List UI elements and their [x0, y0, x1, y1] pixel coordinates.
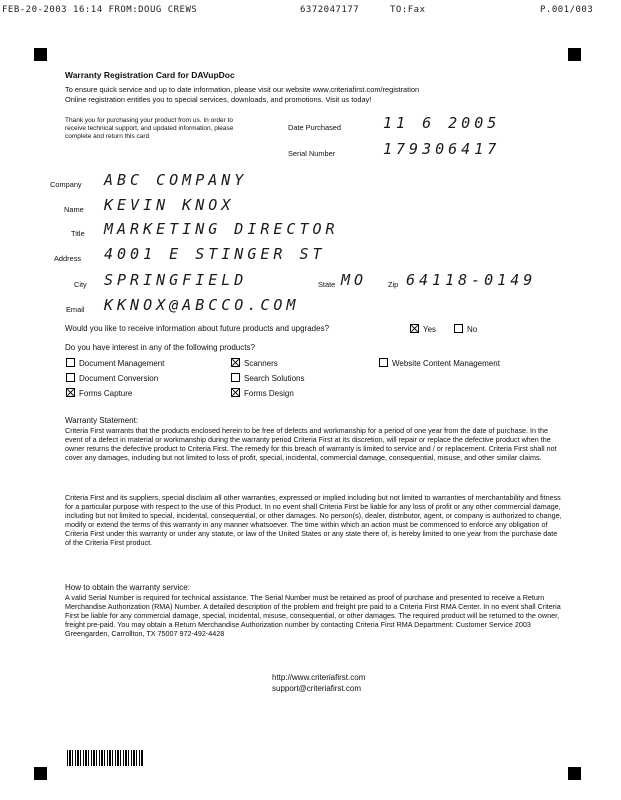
fax-header-to: TO:Fax — [390, 5, 426, 15]
checkbox[interactable] — [66, 358, 75, 367]
product-document-conversion[interactable]: Document Conversion — [66, 373, 158, 383]
fax-header-sender: FEB-20-2003 16:14 FROM:DOUG CREWS — [2, 5, 198, 15]
interest-question: Do you have interest in any of the following products? — [65, 343, 255, 352]
website-link[interactable]: http://www.criteriafirst.com — [272, 673, 366, 682]
product-search-solutions[interactable]: Search Solutions — [231, 373, 304, 383]
checkbox[interactable] — [66, 373, 75, 382]
name-label: Name — [64, 205, 84, 214]
warranty-paragraph-2: Criteria First and its suppliers, special disclaim all other warranties, expressed or implied including but not limited to warranties of merchantability and fitness for a particular purpose with respect to the use of this Product. In no event shall Criteria First be liable for any loss of profit or any other commercial damage, including but not limited to special, incidental, consequential, or other damages. No person(s), dealer, distributor, agent, or company is authorized to change, modify or extend the terms of this warranty in any manner whatsoever. The time within which an action must be commenced to enforce any obligation of Criteria First under this warranty or under any statute, or law of the United States or any state there of, is hereby limited to one year from the purchase date of the Criteria First product. — [65, 493, 562, 547]
form-title: Warranty Registration Card for DAVupDoc — [65, 70, 235, 80]
no-checkbox[interactable] — [454, 324, 463, 333]
company-label: Company — [50, 180, 82, 189]
barcode — [67, 750, 143, 766]
address-value[interactable]: 4001 E STINGER ST — [104, 245, 326, 263]
registration-mark-top-right — [568, 48, 581, 61]
serial-number-label: Serial Number — [288, 149, 336, 158]
fax-header-number: 6372047177 — [300, 5, 360, 15]
date-purchased-label: Date Purchased — [288, 123, 341, 132]
checkbox-checked[interactable] — [66, 388, 75, 397]
support-email-link[interactable]: support@criteriafirst.com — [272, 684, 362, 693]
name-value[interactable]: KEVIN KNOX — [104, 196, 235, 214]
service-heading: How to obtain the warranty service: — [65, 583, 190, 592]
email-label: Email — [66, 305, 85, 314]
serial-number-value[interactable]: 179306417 — [383, 140, 501, 158]
checkbox[interactable] — [379, 358, 388, 367]
thank-you-text: Thank you for purchasing your product from us. In order to receive technical support, and updated information, please complete and return this card — [65, 117, 234, 141]
intro-line-1: To ensure quick service and up to date information, please visit our website www.criteriafirst.com/registration — [65, 85, 420, 94]
registration-mark-bottom-right — [568, 767, 581, 780]
title-value[interactable]: MARKETING DIRECTOR — [104, 220, 339, 238]
checkbox-checked[interactable] — [231, 358, 240, 367]
product-document-management[interactable]: Document Management — [66, 358, 164, 368]
yes-checkbox-checked[interactable] — [410, 324, 419, 333]
upgrade-yes-option[interactable]: Yes — [410, 324, 436, 334]
warranty-heading: Warranty Statement: — [65, 416, 139, 425]
checkbox[interactable] — [231, 373, 240, 382]
date-purchased-value[interactable]: 11 6 2005 — [383, 114, 501, 132]
upgrade-no-option[interactable]: No — [454, 324, 477, 334]
product-scanners[interactable]: Scanners — [231, 358, 278, 368]
product-website-content-management[interactable]: Website Content Management — [379, 358, 500, 368]
zip-value[interactable]: 64118-0149 — [406, 271, 537, 289]
product-forms-design[interactable]: Forms Design — [231, 388, 294, 398]
title-label: Title — [71, 229, 85, 238]
product-forms-capture[interactable]: Forms Capture — [66, 388, 132, 398]
city-label: City — [74, 280, 87, 289]
address-label: Address — [54, 254, 82, 263]
warranty-paragraph-1: Criteria First warrants that the products enclosed herein to be free of defects and workmanship for a period of one year from the date of purchase. In the event of a defect in material or workmanship during the warranty period Criteria First at its discretion, will repair or replace the defective product when the owner returns the defective product to Criteria First. The remedy for this breach of warranty is limited to service and / or replacement. Criteria First shall not cover any damages, including but not limited to loss of profit, special, incidental, commercial damage, consequential, misuse, and other similar claims. — [65, 426, 557, 462]
zip-label: Zip — [388, 280, 399, 289]
registration-mark-bottom-left — [34, 767, 47, 780]
email-value[interactable]: KKNOX@ABCCO.COM — [104, 296, 300, 314]
city-value[interactable]: SPRINGFIELD — [104, 271, 248, 289]
registration-mark-top-left — [34, 48, 47, 61]
state-value[interactable]: MO — [341, 271, 368, 289]
checkbox-checked[interactable] — [231, 388, 240, 397]
state-label: State — [318, 280, 336, 289]
intro-line-2: Online registration entitles you to special services, downloads, and promotions. Visit us today! — [65, 95, 372, 104]
service-paragraph: A valid Serial Number is required for technical assistance. The Serial Number must be retained as proof of purchase and presented to receive a Return Merchandise Authorization (RMA) Number. A detailed description of the problem and freight pre paid to a Criteria First RMA Center. In no event shall Criteria First be liable for any commercial damage, special, incidental, misuse, consequential, or other damages. The required product will be returned to the owner, freight pre-paid. You may obtain a Return Merchandise Authorization number by contacting Criteria First RMA Department: Customer Service 2003 Greengarden, Carrollton, TX 75007 972-492-4428 — [65, 593, 561, 638]
company-value[interactable]: ABC COMPANY — [104, 171, 248, 189]
upgrade-question: Would you like to receive information about future products and upgrades? — [65, 324, 330, 333]
fax-header-page: P.001/003 — [540, 5, 594, 15]
